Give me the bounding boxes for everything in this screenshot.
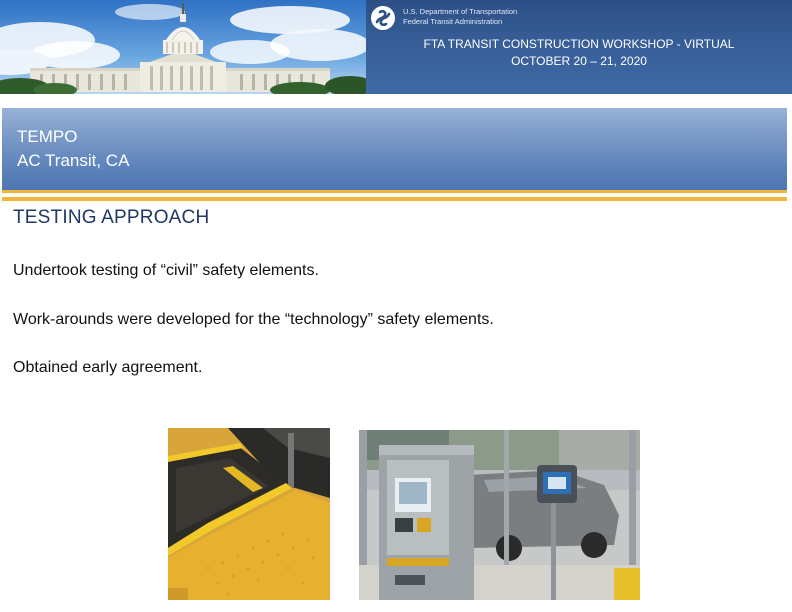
dot-logo-icon xyxy=(370,5,396,31)
workshop-title: FTA TRANSIT CONSTRUCTION WORKSHOP - VIRTUAL xyxy=(423,37,735,51)
project-location: AC Transit, CA xyxy=(17,151,130,170)
capitol-building-image xyxy=(0,0,366,94)
workshop-dates: OCTOBER 20 – 21, 2020 xyxy=(511,54,647,68)
section-heading: TESTING APPROACH xyxy=(13,207,210,228)
header-banner xyxy=(0,0,792,94)
slide-title-box xyxy=(2,108,787,193)
project-name: TEMPO xyxy=(17,127,78,146)
bullet-text: Obtained early agreement. xyxy=(13,359,203,376)
fare-ticket-machine-photo xyxy=(359,430,640,600)
agency-name xyxy=(403,7,517,27)
gold-divider xyxy=(2,197,787,201)
workshop-banner xyxy=(366,0,792,94)
agency-line-2: Federal Transit Administration xyxy=(403,17,503,26)
agency-line-1: U.S. Department of Transportation xyxy=(403,7,518,16)
bus-boarding-platform-photo xyxy=(168,428,330,600)
bullet-text: Undertook testing of “civil” safety elements. xyxy=(13,262,319,279)
bullet-text: Work-arounds were developed for the “technology” safety elements. xyxy=(13,311,494,328)
